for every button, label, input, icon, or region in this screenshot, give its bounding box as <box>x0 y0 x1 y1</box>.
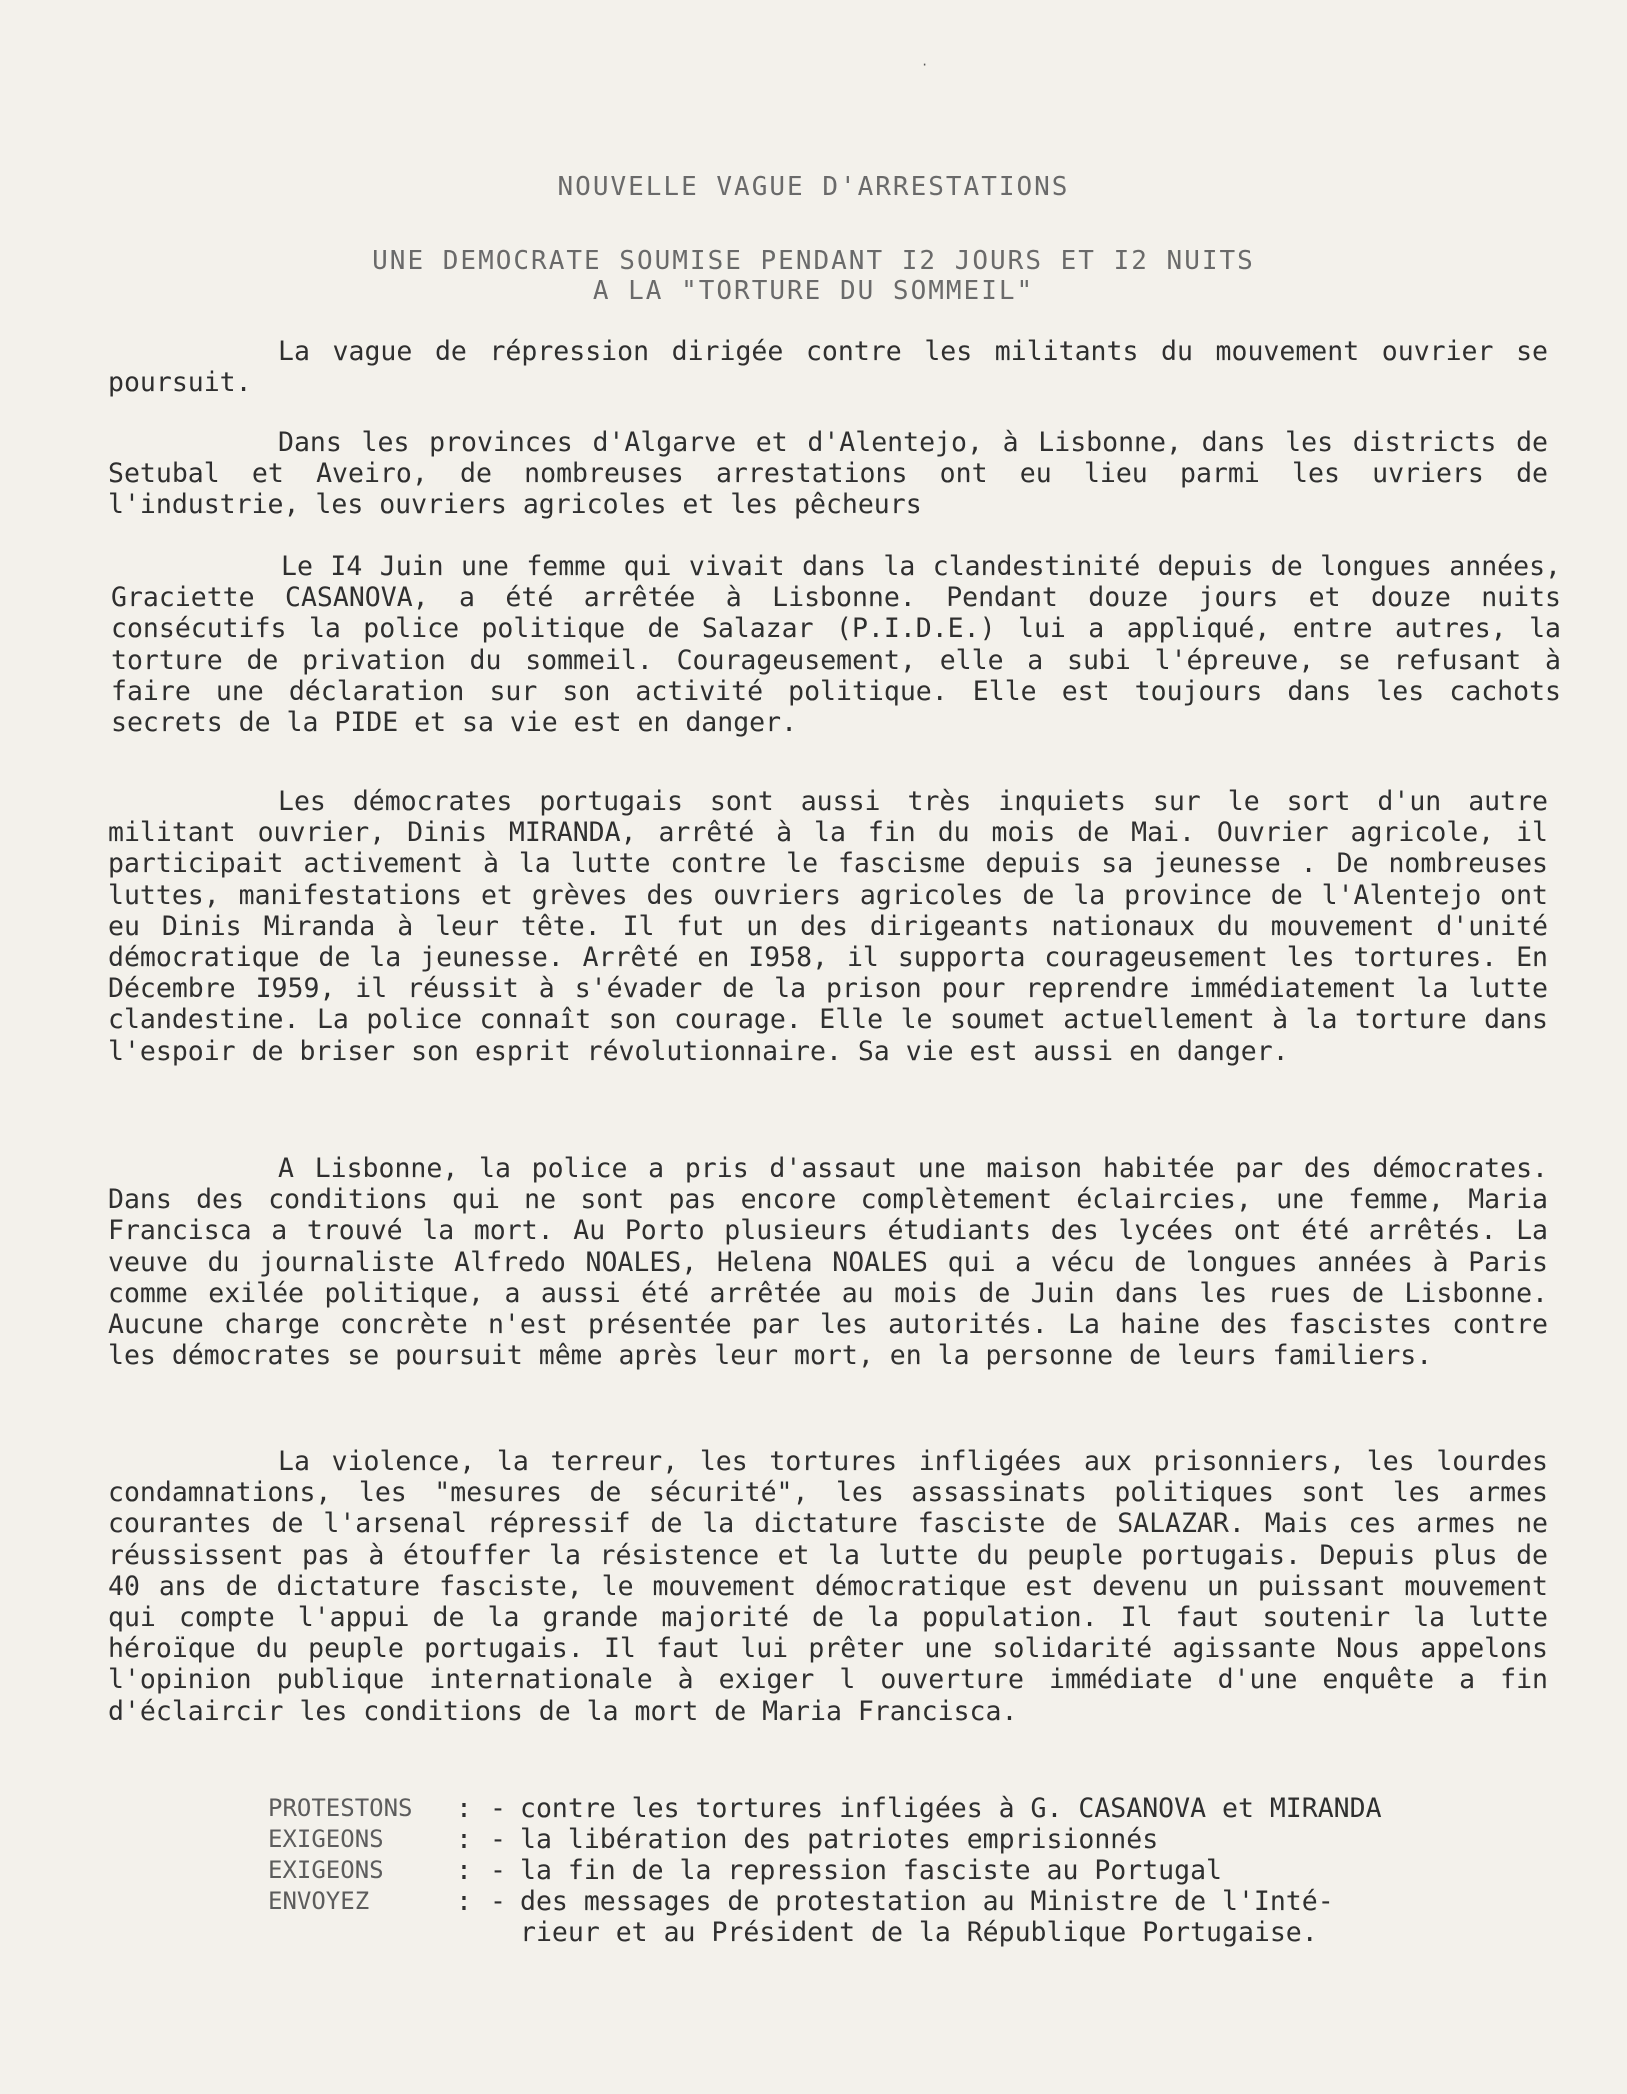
paragraph-text: Les démocrates portugais sont aussi très inquiets sur le sort d'un autre militant ouvrier, Dinis MIRANDA, arrêté à la fin du mois de Mai. Ouvrier agricole, il participait activement à la lutte contre le fascisme depuis sa jeunesse . De nombreuses luttes, manifestations et grèves des ouvriers agricoles de la province de l'Alentejo ont eu Dinis Miranda à leur tête. Il fut un des dirigeants nationaux du mouvement d'unité démocratique de la jeunesse. Arrêté en I958, il supporta courageusement les tortures. En Décembre I959, il réussit à s'évader de la prison pour reprendre immédiatement la lutte clandestine. La police connaît son courage. Elle le soumet actuellement à la torture dans l'espoir de briser son esprit révolutionnaire. Sa vie est aussi en danger. <box>108 786 1548 1067</box>
paragraph-5 <box>108 1153 1548 1371</box>
paragraph-1 <box>108 336 1548 398</box>
document-title: NOUVELLE VAGUE D'ARRESTATIONS <box>557 172 1070 202</box>
demand-row <box>268 1793 1520 1824</box>
page-mark: · <box>921 58 929 72</box>
demand-row <box>268 1886 1520 1917</box>
paragraph-text: La violence, la terreur, les tortures infligées aux prisonniers, les lourdes condamnations, les "mesures de sécurité", les assassinats politiques sont les armes courantes de l'arsenal répressif de la dictature fasciste de SALAZAR. Mais ces armes ne réussissent pas à étouffer la résistence et la lutte du peuple portugais. Depuis plus de 40 ans de dictature fasciste, le mouvement démocratique est devenu un puissant mouvement qui compte l'appui de la grande majorité de la population. Il faut soutenir la lutte héroïque du peuple portugais. Il faut lui prêter une solidarité agissante Nous appelons l'opinion publique internationale à exiger l ouverture immédiate d'une enquête a fin d'éclaircir les conditions de la mort de Maria Francisca. <box>108 1446 1548 1727</box>
demand-row <box>268 1824 1520 1855</box>
demand-colon: : <box>456 1824 472 1855</box>
demand-verb: EXIGEONS <box>268 1856 384 1884</box>
paragraph-2 <box>108 427 1548 521</box>
paragraph-text: La vague de répression dirigée contre les militants du mouvement ouvrier se poursuit. <box>108 336 1548 399</box>
demand-dash: - <box>490 1886 506 1917</box>
paragraph-text: Le I4 Juin une femme qui vivait dans la clandestinité depuis de longues années, Graciette CASANOVA, a été arrêtée à Lisbonne. Pendant douze jours et douze nuits consécutifs la police politique de Salazar (P.I.D.E.) lui a appliqué, entre autres, la torture de privation du sommeil. Courageusement, elle a subi l'épreuve, se refusant à faire une déclaration sur son activité politique. Elle est toujours dans les cachots secrets de la PIDE et sa vie est en danger. <box>111 551 1561 739</box>
demands-list <box>268 1793 1520 1948</box>
demand-dash: - <box>490 1824 506 1855</box>
document-subtitle-line1: UNE DEMOCRATE SOUMISE PENDANT I2 JOURS ET I2 NUITS <box>372 246 1255 276</box>
demand-colon: : <box>456 1855 472 1886</box>
demand-verb: ENVOYEZ <box>268 1887 370 1915</box>
demand-colon: : <box>456 1793 472 1824</box>
demand-verb: EXIGEONS <box>268 1825 384 1853</box>
demand-text: la libération des patriotes emprisionnés <box>520 1824 1159 1855</box>
paragraph-text: Dans les provinces d'Algarve et d'Alentejo, à Lisbonne, dans les districts de Setubal et Aveiro, de nombreuses arrestations ont eu lieu parmi les uvriers de l'industrie, les ouvriers agricoles et les pêcheurs <box>108 427 1548 521</box>
demand-row <box>268 1855 1520 1886</box>
demand-verb: PROTESTONS <box>268 1794 413 1822</box>
demand-dash: - <box>490 1855 506 1886</box>
demand-colon: : <box>456 1886 472 1917</box>
paragraph-6 <box>108 1446 1548 1727</box>
demand-text: la fin de la repression fasciste au Portugal <box>520 1855 1222 1886</box>
paragraph-text: A Lisbonne, la police a pris d'assaut une maison habitée par des démocrates. Dans des conditions qui ne sont pas encore complètement éclaircies, une femme, Maria Francisca a trouvé la mort. Au Porto plusieurs étudiants des lycées ont été arrêtés. La veuve du journaliste Alfredo NOALES, Helena NOALES qui a vécu de longues années à Paris comme exilée politique, a aussi été arrêtée au mois de Juin dans les rues de Lisbonne. Aucune charge concrète n'est présentée par les autorités. La haine des fascistes contre les démocrates se poursuit même après leur mort, en la personne de leurs familiers. <box>108 1153 1548 1372</box>
document-subtitle-line2: A LA "TORTURE DU SOMMEIL" <box>592 276 1035 306</box>
demand-text: des messages de protestation au Ministre de l'Inté- <box>520 1886 1334 1917</box>
paragraph-3 <box>111 551 1561 738</box>
paragraph-4 <box>108 786 1548 1067</box>
demand-continuation: rieur et au Président de la République Portugaise. <box>520 1917 1318 1948</box>
demand-dash: - <box>490 1793 506 1824</box>
demand-text: contre les tortures infligées à G. CASANOVA et MIRANDA <box>520 1793 1382 1824</box>
